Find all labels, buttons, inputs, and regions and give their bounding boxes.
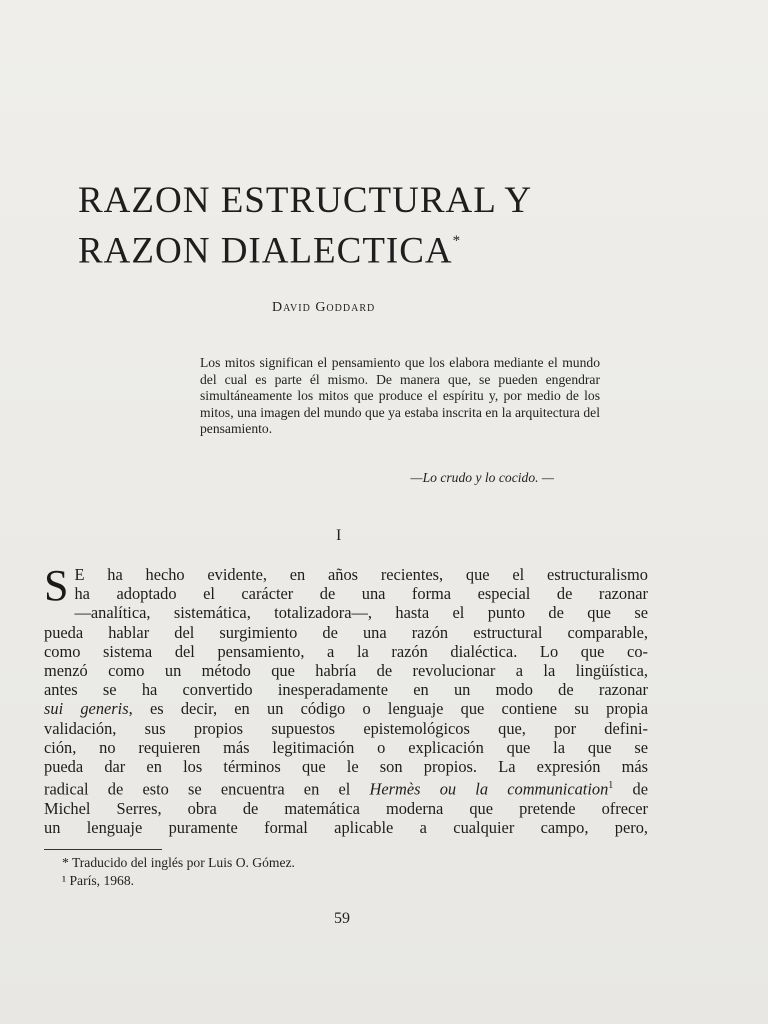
article-title (78, 178, 532, 273)
section-number: I (336, 527, 342, 544)
body-line-5: como sistema del pensamiento, a la razón dialéctica. Lo que co- (44, 641, 648, 661)
italic-sui-generis: sui generis (44, 699, 129, 719)
body-line-12 (44, 776, 648, 799)
body-line-3: —analítica, sistemática, totalizadora—, hasta el punto de que se (74, 603, 648, 623)
footnotes (62, 854, 295, 890)
body-line-12-start: radical de esto se encuentra en el (44, 779, 351, 799)
body-line-13: Michel Serres, obra de matemática moderna que pretende ofrecer (44, 798, 648, 818)
title-line-2 (78, 223, 532, 273)
footnote-divider (44, 849, 162, 850)
body-line-7: antes se ha convertido inesperadamente en un modo de razonar (44, 680, 648, 700)
title-line-2-text: RAZON DIALECTICA (78, 230, 453, 272)
body-line-8 (44, 699, 648, 718)
body-line-1: E ha hecho evidente, en años recientes, que el estructuralismo (74, 565, 648, 584)
footnote-1: * Traducido del inglés por Luis O. Gómez. (62, 855, 295, 870)
page-number: 59 (334, 910, 350, 927)
body-line-8-rest: , es decir, en un código o lenguaje que contiene su propia (128, 699, 648, 719)
epigraph-text: Los mitos significan el pensamiento que los elabora mediante el mundo del cual es parte él mismo. De manera que, se pueden engendrar simultáneamente los mitos que produce el espíritu y, por medio de los mitos, una imagen del mundo que ya estaba inscrita en la arquitectura del pensamiento. (200, 355, 600, 436)
body-line-10: ción, no requieren más legitimación o explicación que la que se (44, 737, 648, 757)
drop-cap: S (44, 561, 69, 610)
body-line-11: pueda dar en los términos que le son propios. La expresión más (44, 757, 648, 777)
body-line-4: pueda hablar del surgimiento de una razón estructural comparable, (44, 622, 648, 642)
body-line-14: un lenguaje puramente formal aplicable a cualquier campo, pero, (44, 818, 648, 838)
body-line-12-end: de (632, 779, 648, 799)
title-footnote-mark: * (452, 233, 461, 249)
body-text (44, 561, 648, 838)
footnote-ref-1: 1 (608, 780, 614, 792)
author-name: David Goddard (272, 300, 376, 315)
title-line-1: RAZON ESTRUCTURAL Y (78, 180, 533, 221)
body-line-6: menzó como un método que habría de revolucionar a la lingüística, (44, 661, 648, 681)
body-line-9: validación, sus propios supuestos epistemológicos que, por defini- (44, 718, 648, 738)
epigraph-source: —Lo crudo y lo cocido. — (410, 470, 554, 485)
footnote-2: ¹ París, 1968. (62, 873, 135, 888)
italic-hermes-title: Hermès ou la communication (369, 779, 609, 799)
body-line-2: ha adoptado el carácter de una forma especial de razonar (74, 584, 648, 604)
